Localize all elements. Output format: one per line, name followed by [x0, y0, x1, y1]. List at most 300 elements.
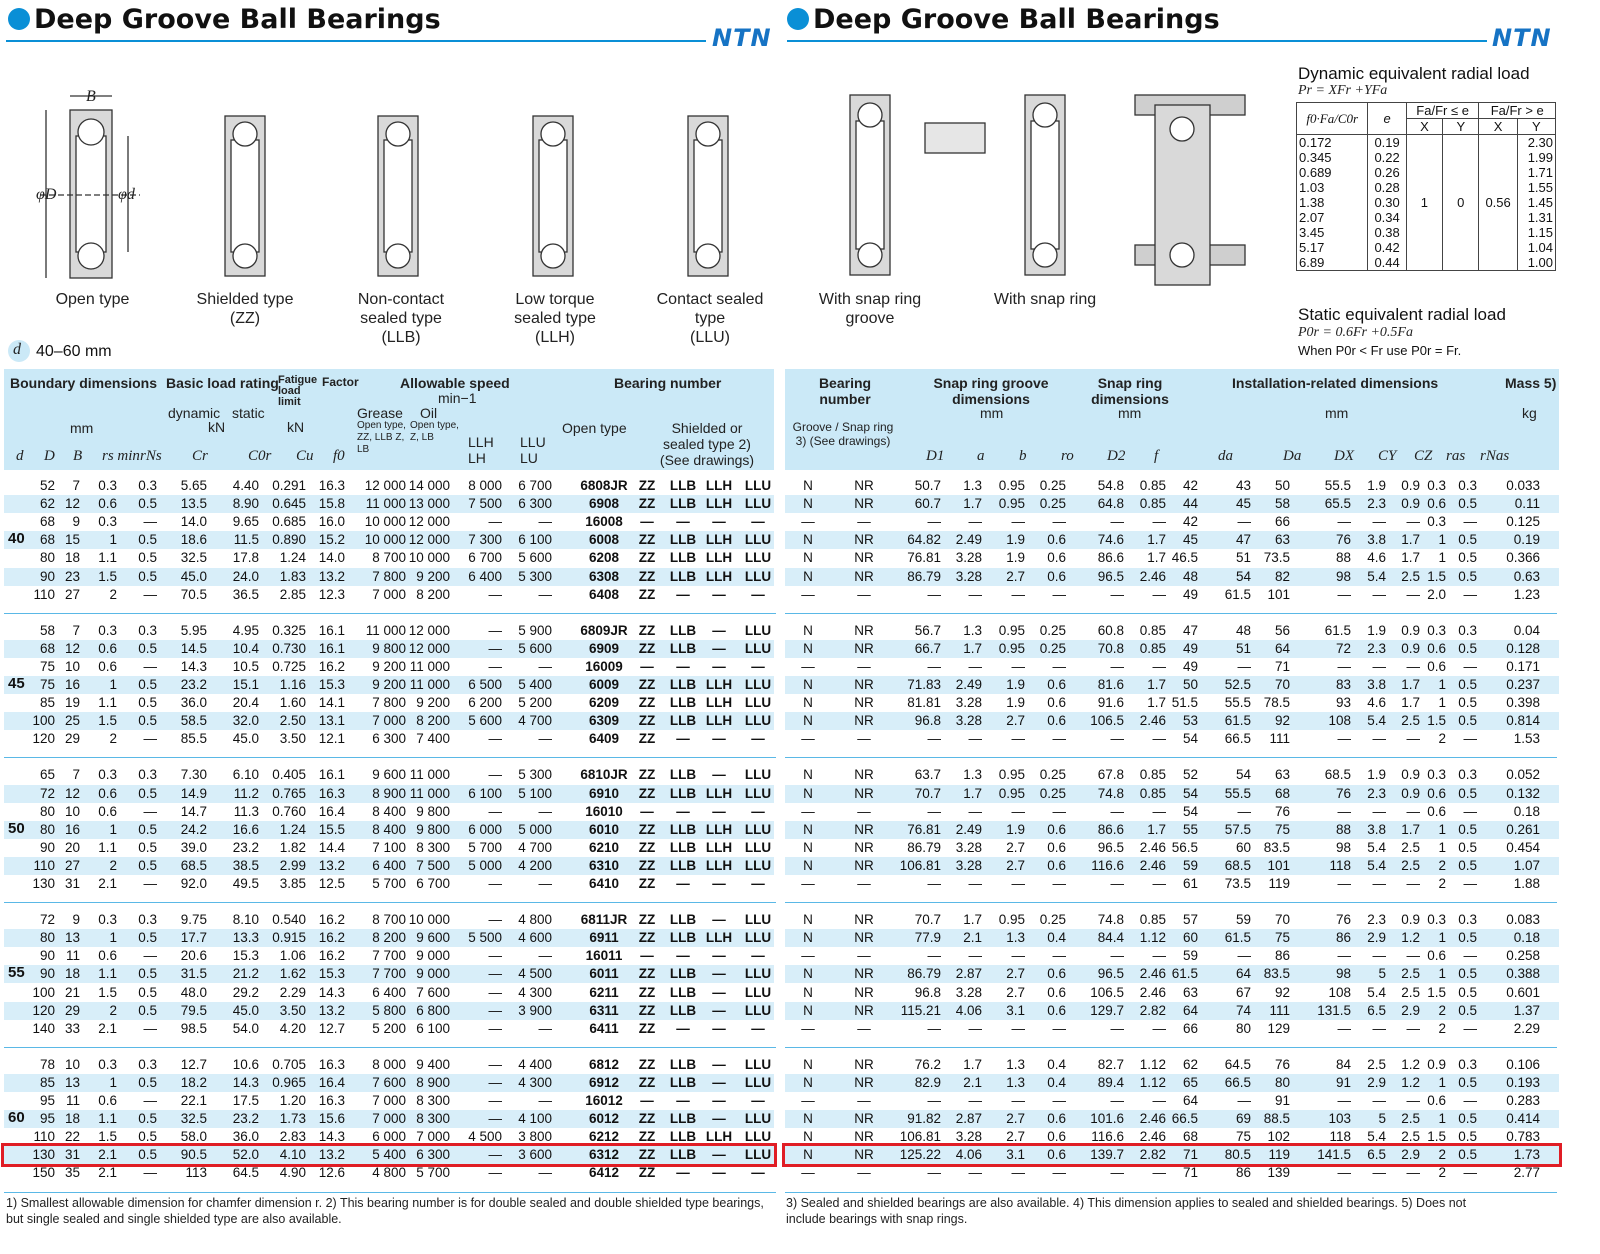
- caption-contact: Contact sealed type (LLU): [656, 291, 764, 346]
- table-cell: —: [676, 658, 690, 674]
- table-cell: 0.25: [1039, 478, 1066, 493]
- table-cell: 5 600: [468, 713, 502, 729]
- table-cell: 20.4: [232, 695, 259, 711]
- table-cell: 0.6: [1047, 857, 1066, 873]
- table-cell: —: [1337, 1165, 1351, 1181]
- table-cell: 0.5: [138, 1002, 157, 1018]
- table-cell: 106.5: [1090, 984, 1124, 1000]
- table-cell: 1: [1438, 966, 1446, 982]
- table-cell: 24.2: [180, 821, 207, 837]
- table-cell: —: [712, 1020, 726, 1036]
- table-cell: 0.5: [1458, 1147, 1477, 1163]
- table-cell: NR: [854, 930, 874, 946]
- table-cell: NR: [854, 622, 874, 638]
- table-cell: 1.9: [1367, 767, 1386, 783]
- table-cell: 11 000: [409, 677, 450, 692]
- table-cell: 3.8: [1367, 677, 1386, 692]
- table-cell: 0.5: [1458, 496, 1477, 512]
- table-cell: 1.12: [1139, 930, 1166, 946]
- table-cell: 1.3: [1006, 930, 1025, 946]
- table-cell: 71: [1182, 1147, 1198, 1163]
- table-cell: 125.22: [899, 1147, 941, 1163]
- table-cell: —: [1052, 658, 1066, 674]
- table-cell: ZZ: [638, 839, 656, 855]
- snap-ring-drawings: [785, 55, 1285, 290]
- left-title: Deep Groove Ball Bearings: [8, 4, 441, 35]
- hdr-fatigue: Fatigue load limit: [278, 374, 318, 408]
- static-load-formula: P0r = 0.6Fr +0.5Fa: [1298, 325, 1413, 340]
- table-cell: 16011: [585, 948, 623, 964]
- table-cell: LLB: [669, 930, 697, 946]
- table-cell: 4.20: [279, 1020, 306, 1036]
- table-cell: —: [927, 1020, 941, 1036]
- table-cell: 29: [64, 731, 80, 747]
- table-cell: LLU: [744, 640, 772, 656]
- table-cell: 116.6: [1091, 857, 1124, 873]
- table-cell: 2.46: [1139, 1111, 1166, 1127]
- table-cell: 1.82: [279, 839, 306, 855]
- table-cell: 0.5: [138, 839, 157, 855]
- table-cell: 0.5: [138, 857, 157, 873]
- table-cell: 17.5: [232, 1093, 259, 1108]
- table-cell: 8.90: [232, 496, 259, 512]
- table-cell: 1.2: [1401, 1056, 1420, 1072]
- hdr-bearing-number: Bearing number: [614, 375, 722, 391]
- table-cell: 79.5: [180, 1002, 207, 1018]
- table-cell: 18: [64, 550, 80, 566]
- table-cell: N: [803, 640, 813, 656]
- table-cell: —: [1152, 586, 1166, 602]
- table-cell: LLB: [669, 1111, 697, 1127]
- table-cell: —: [1406, 1093, 1420, 1108]
- table-cell: 66.5: [1224, 731, 1251, 747]
- table-cell: LLU: [744, 568, 772, 584]
- table-cell: 86: [1335, 930, 1351, 946]
- table-cell: 6309: [588, 713, 620, 729]
- table-cell: 1: [109, 677, 117, 692]
- table-cell: 2.77: [1513, 1165, 1540, 1181]
- table-cell: 62: [39, 496, 55, 512]
- table-cell: 0.5: [1458, 1002, 1477, 1018]
- table-cell: 76.81: [907, 821, 941, 837]
- group-separator: [4, 613, 776, 614]
- bore-symbol: φd: [118, 186, 135, 203]
- table-cell: —: [1110, 948, 1124, 964]
- table-cell: 74.8: [1097, 912, 1124, 928]
- table-cell: 7 000: [372, 1093, 406, 1108]
- table-cell: 1.24: [279, 821, 306, 837]
- table-cell: 4.40: [232, 478, 259, 493]
- table-cell: 91: [1335, 1074, 1351, 1090]
- table-cell: 2.5: [1401, 1111, 1420, 1127]
- table-cell: 120: [32, 731, 55, 747]
- table-cell: 0.5: [1458, 984, 1477, 1000]
- table-cell: 4 400: [518, 1056, 552, 1072]
- table-cell: —: [488, 1147, 502, 1163]
- table-cell: —: [712, 586, 726, 602]
- table-cell: 16010: [585, 803, 623, 819]
- table-cell: 61.5: [1324, 622, 1351, 638]
- table-cell: 2.87: [955, 1111, 982, 1127]
- table-cell: 0.6: [1427, 948, 1446, 964]
- table-cell: LLB: [669, 821, 697, 837]
- table-cell: 4.95: [232, 622, 259, 638]
- table-cell: 14.3: [318, 984, 345, 1000]
- table-cell: —: [1372, 731, 1386, 747]
- table-cell: 54.8: [1097, 478, 1124, 493]
- table-cell: —: [712, 640, 726, 656]
- table-cell: 4.06: [955, 1002, 982, 1018]
- table-cell: 16.2: [318, 658, 345, 674]
- table-cell: 0.9: [1401, 640, 1420, 656]
- table-cell: 8 700: [372, 550, 406, 566]
- table-cell: 0.3: [1458, 767, 1477, 783]
- table-cell: 54: [1182, 803, 1198, 819]
- table-cell: 0.5: [1458, 695, 1477, 711]
- table-cell: 110: [33, 857, 55, 873]
- table-cell: N: [803, 496, 813, 512]
- table-cell: 2: [1438, 1147, 1446, 1163]
- table-cell: 61.5: [1224, 586, 1251, 602]
- table-cell: 0.3: [98, 478, 117, 493]
- table-cell: 27: [64, 586, 80, 602]
- table-cell: 0.540: [272, 912, 306, 928]
- table-cell: 90: [39, 839, 55, 855]
- table-cell: 16.3: [318, 785, 345, 801]
- table-cell: 1.1: [98, 966, 117, 982]
- table-cell: 0.283: [1506, 1093, 1540, 1108]
- table-cell: 13.2: [318, 568, 345, 584]
- table-cell: LLB: [669, 640, 697, 656]
- table-cell: —: [712, 767, 726, 783]
- table-cell: 108: [1328, 713, 1351, 729]
- table-cell: N: [803, 1074, 813, 1090]
- table-cell: 3.28: [955, 713, 982, 729]
- table-cell: 1.9: [1006, 677, 1025, 692]
- table-cell: 0.645: [272, 496, 306, 512]
- table-cell: 0.5: [138, 568, 157, 584]
- table-cell: 11 000: [365, 496, 406, 512]
- column-symbol: rs min: [102, 448, 140, 464]
- table-cell: 54: [1182, 785, 1198, 801]
- table-cell: 16.3: [318, 1056, 345, 1072]
- table-cell: 5 300: [518, 568, 552, 584]
- table-cell: —: [751, 876, 765, 891]
- table-cell: 0.5: [138, 1074, 157, 1090]
- table-cell: 5 300: [518, 767, 552, 783]
- table-cell: LLB: [669, 1147, 697, 1163]
- table-cell: 7: [72, 478, 80, 493]
- table-cell: 67.8: [1097, 767, 1124, 783]
- table-cell: 55.5: [1324, 478, 1351, 493]
- table-cell: 11.5: [233, 532, 259, 548]
- table-cell: 5: [1378, 1111, 1386, 1127]
- table-cell: 48.0: [180, 984, 207, 1000]
- table-cell: 6 700: [468, 550, 502, 566]
- table-cell: 31: [64, 1147, 80, 1163]
- table-cell: 7 600: [372, 1074, 406, 1090]
- table-cell: 0.5: [138, 785, 157, 801]
- table-cell: ZZ: [638, 695, 656, 711]
- table-cell: 0.705: [272, 1056, 306, 1072]
- table-cell: —: [751, 1093, 765, 1108]
- table-cell: ZZ: [638, 731, 656, 747]
- table-cell: 0.6: [98, 803, 117, 819]
- table-cell: 0.3: [1458, 622, 1477, 638]
- table-cell: 50: [1274, 478, 1290, 493]
- bore-diameter-group: 50: [8, 819, 25, 837]
- table-cell: 53: [1182, 713, 1198, 729]
- table-cell: 91.6: [1097, 695, 1124, 711]
- table-cell: 3 600: [518, 1147, 552, 1163]
- table-cell: —: [1052, 1020, 1066, 1036]
- table-cell: 119: [1268, 1147, 1290, 1163]
- table-cell: 1.7: [1147, 550, 1166, 566]
- table-cell: 0.5: [1458, 568, 1477, 584]
- table-cell: 0.5: [1458, 785, 1477, 801]
- table-cell: 21: [64, 984, 80, 1000]
- table-cell: LLH: [705, 839, 733, 855]
- table-cell: 9.65: [232, 514, 259, 530]
- table-cell: 76: [1335, 912, 1351, 928]
- table-cell: 0.106: [1506, 1056, 1540, 1072]
- table-cell: —: [676, 803, 690, 819]
- table-cell: 31: [64, 876, 80, 891]
- table-cell: 1.7: [1147, 532, 1166, 548]
- table-cell: NR: [854, 478, 874, 493]
- table-cell: 0.9: [1401, 622, 1420, 638]
- table-cell: LLH: [705, 857, 733, 873]
- table-cell: 1.3: [1006, 1074, 1025, 1090]
- table-cell: 11: [65, 948, 80, 964]
- table-cell: 9 200: [416, 568, 450, 584]
- table-cell: 16.1: [318, 622, 345, 638]
- table-cell: 2.85: [279, 586, 306, 602]
- table-cell: 0.5: [1458, 930, 1477, 946]
- table-cell: LLH: [705, 821, 733, 837]
- table-cell: 1.7: [1401, 532, 1420, 548]
- table-cell: 7 000: [416, 1129, 450, 1145]
- table-cell: 0.388: [1506, 966, 1540, 982]
- table-cell: 0.25: [1039, 912, 1066, 928]
- table-cell: LLB: [669, 1074, 697, 1090]
- table-cell: 82.7: [1097, 1056, 1124, 1072]
- table-cell: 0.258: [1506, 948, 1540, 964]
- table-cell: 2.46: [1139, 713, 1166, 729]
- table-cell: —: [1337, 658, 1351, 674]
- table-cell: 0.95: [998, 767, 1025, 783]
- table-cell: NR: [854, 568, 874, 584]
- table-cell: —: [1152, 1093, 1166, 1108]
- table-cell: 1.53: [1513, 731, 1540, 747]
- table-cell: LLH: [705, 713, 733, 729]
- table-cell: 1: [1438, 532, 1446, 548]
- table-cell: 45: [1182, 532, 1198, 548]
- table-cell: 56.5: [1171, 839, 1198, 855]
- table-cell: ZZ: [638, 586, 656, 602]
- table-cell: 0.5: [138, 496, 157, 512]
- table-cell: —: [1337, 1020, 1351, 1036]
- table-cell: 74.6: [1097, 532, 1124, 548]
- table-cell: 25: [64, 713, 80, 729]
- table-cell: 2.3: [1367, 496, 1386, 512]
- table-cell: 1: [1438, 930, 1446, 946]
- table-cell: 16.0: [318, 514, 345, 530]
- table-cell: 108: [1328, 984, 1351, 1000]
- table-cell: 1.5: [1427, 984, 1446, 1000]
- table-cell: LLU: [744, 839, 772, 855]
- table-cell: 0.63: [1513, 568, 1540, 584]
- table-cell: LLU: [744, 857, 772, 873]
- table-cell: 6909: [588, 640, 620, 656]
- bore-diameter-group: 60: [8, 1109, 25, 1127]
- table-cell: 1.20: [279, 1093, 306, 1108]
- table-cell: 1: [109, 1074, 117, 1090]
- table-cell: 2: [1438, 1020, 1446, 1036]
- table-cell: 106.5: [1090, 713, 1124, 729]
- table-cell: —: [1237, 1093, 1251, 1108]
- table-cell: NR: [854, 713, 874, 729]
- table-cell: —: [1237, 948, 1251, 964]
- table-cell: 0.052: [1506, 767, 1540, 783]
- table-cell: 0.5: [138, 930, 157, 946]
- table-cell: 7 700: [372, 948, 406, 964]
- range-symbol: d: [13, 341, 21, 358]
- table-cell: —: [538, 658, 552, 674]
- table-cell: —: [927, 658, 941, 674]
- table-cell: 29.2: [232, 984, 259, 1000]
- left-title-rule: [6, 40, 706, 42]
- table-cell: 1.9: [1367, 622, 1386, 638]
- table-cell: 0.5: [138, 532, 157, 548]
- table-cell: 49: [1182, 586, 1198, 602]
- table-cell: 0.5: [138, 1147, 157, 1163]
- table-cell: 1.06: [279, 948, 306, 964]
- table-cell: 22: [64, 1129, 80, 1145]
- table-cell: 70: [1274, 912, 1290, 928]
- table-cell: —: [1337, 731, 1351, 747]
- table-cell: 22.1: [180, 1093, 207, 1108]
- table-cell: —: [857, 948, 871, 964]
- table-cell: —: [712, 1074, 726, 1090]
- table-cell: 0.6: [1047, 984, 1066, 1000]
- table-cell: NR: [854, 550, 874, 566]
- table-cell: 0.5: [1458, 1129, 1477, 1145]
- table-cell: 60.8: [1097, 622, 1124, 638]
- table-cell: 0.125: [1506, 514, 1540, 530]
- table-cell: 6010: [588, 821, 620, 837]
- table-cell: —: [1110, 1020, 1124, 1036]
- table-cell: 77.9: [914, 930, 941, 946]
- table-cell: 84.4: [1097, 930, 1124, 946]
- table-cell: 6 500: [468, 677, 502, 692]
- table-cell: 6911: [589, 930, 619, 946]
- table-cell: 5 100: [518, 785, 552, 801]
- table-cell: LLU: [744, 677, 772, 692]
- table-cell: 6.5: [1367, 1002, 1386, 1018]
- table-cell: 8 900: [372, 785, 406, 801]
- table-cell: 6210: [588, 839, 620, 855]
- table-cell: —: [538, 948, 552, 964]
- table-cell: 6310: [588, 857, 620, 873]
- table-cell: 2.5: [1401, 713, 1420, 729]
- table-cell: LLH: [705, 550, 733, 566]
- table-cell: 11.3: [233, 803, 259, 819]
- table-cell: 7 100: [372, 839, 406, 855]
- table-cell: 68: [39, 640, 55, 656]
- table-cell: 8 000: [468, 478, 502, 493]
- table-cell: 0.765: [272, 785, 306, 801]
- table-cell: N: [803, 966, 813, 982]
- table-cell: —: [801, 1093, 815, 1108]
- table-cell: 92: [1274, 984, 1290, 1000]
- table-cell: 5 900: [518, 622, 552, 638]
- table-cell: 0.398: [1506, 695, 1540, 711]
- table-cell: 1.7: [1401, 677, 1420, 692]
- table-cell: —: [1372, 586, 1386, 602]
- table-cell: 5 700: [468, 839, 502, 855]
- table-cell: 5 500: [468, 930, 502, 946]
- table-cell: 6411: [589, 1020, 619, 1036]
- table-cell: —: [968, 876, 982, 891]
- table-cell: 129.7: [1090, 1002, 1124, 1018]
- table-cell: —: [488, 640, 502, 656]
- table-cell: —: [1052, 1093, 1066, 1108]
- table-cell: N: [803, 767, 813, 783]
- table-cell: 75: [39, 677, 55, 692]
- table-cell: 1.07: [1513, 857, 1540, 873]
- table-cell: 1.12: [1139, 1056, 1166, 1072]
- table-cell: —: [1110, 876, 1124, 891]
- table-cell: 86.79: [907, 839, 941, 855]
- table-cell: 86.79: [907, 966, 941, 982]
- table-cell: —: [1052, 948, 1066, 964]
- table-cell: 68: [1182, 1129, 1198, 1145]
- hdr-snap-groove: Snap ring groove dimensions: [933, 375, 1049, 407]
- table-cell: 2.7: [1006, 984, 1025, 1000]
- table-cell: 2: [109, 857, 117, 873]
- table-cell: —: [488, 514, 502, 530]
- caption-non-contact: Non-contact sealed type (LLB): [357, 291, 445, 346]
- table-cell: ZZ: [638, 821, 656, 837]
- table-cell: 2: [1438, 1165, 1446, 1181]
- table-cell: 5.4: [1367, 713, 1386, 729]
- hdr-shielded: Shielded or sealed type 2) (See drawings): [659, 420, 755, 468]
- table-cell: 0.5: [138, 966, 157, 982]
- static-load-note: When P0r < Fr use P0r = Fr.: [1298, 343, 1462, 358]
- table-cell: 15: [64, 532, 80, 548]
- table-cell: —: [1052, 803, 1066, 819]
- table-cell: 6910: [588, 785, 620, 801]
- table-cell: 101.6: [1090, 1111, 1124, 1127]
- table-cell: 18: [64, 966, 80, 982]
- table-cell: NR: [854, 785, 874, 801]
- caption-snap-ring: With snap ring: [993, 291, 1097, 308]
- table-cell: 0.3: [98, 622, 117, 638]
- table-cell: 36.0: [232, 1129, 259, 1145]
- table-cell: 88: [1335, 821, 1351, 837]
- table-cell: 4 800: [518, 912, 552, 928]
- table-cell: N: [803, 984, 813, 1000]
- table-cell: —: [1337, 586, 1351, 602]
- table-cell: 2.7: [1006, 568, 1025, 584]
- table-cell: 1.9: [1006, 550, 1025, 566]
- table-cell: 90: [39, 948, 55, 964]
- table-cell: LLU: [744, 821, 772, 837]
- table-cell: 2.82: [1139, 1002, 1166, 1018]
- table-cell: 63: [1182, 984, 1198, 1000]
- table-cell: 11 000: [409, 658, 450, 674]
